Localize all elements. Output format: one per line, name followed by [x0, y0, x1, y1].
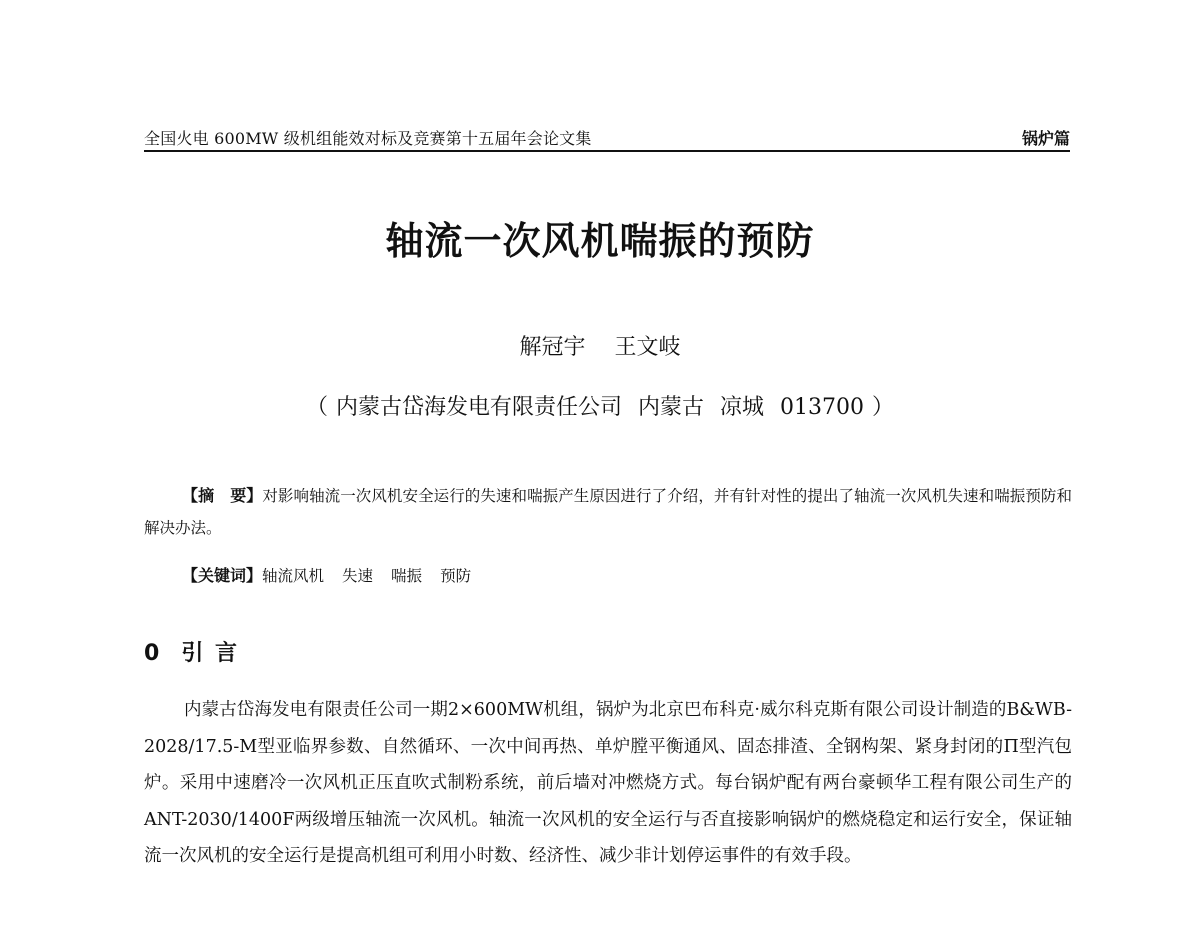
affiliation-close-paren: ）: [872, 395, 895, 420]
abstract: [144, 480, 1072, 544]
section-title: 引 言: [181, 641, 239, 666]
abstract-label: 【摘 要】: [182, 486, 263, 505]
affiliation-postcode: 013700: [780, 395, 865, 420]
keywords: [182, 560, 489, 592]
keyword: 预防: [440, 567, 472, 585]
paper-title: 轴流一次风机喘振的预防: [385, 219, 815, 263]
running-header-section-name: 锅炉篇: [1021, 129, 1070, 148]
author-name: 解冠宇: [519, 335, 586, 360]
affiliation-open-paren: （: [305, 395, 328, 420]
keyword: 喘振: [391, 567, 423, 585]
running-header-proceedings-title: 全国火电 600MW 级机组能效对标及竞赛第十五届年会论文集: [144, 129, 592, 148]
abstract-text: 对影响轴流一次风机安全运行的失速和喘振产生原因进行了介绍，并有针对性的提出了轴流一次风机失速和喘振预防和解决办法。: [144, 487, 1072, 537]
affiliation: [0, 390, 1200, 421]
affiliation-region: 内蒙古: [638, 395, 705, 420]
author-name: 王文岐: [614, 335, 681, 360]
keywords-label: 【关键词】: [182, 566, 263, 585]
section-number: 0: [144, 641, 162, 666]
affiliation-organization: 内蒙古岱海发电有限责任公司: [335, 395, 622, 420]
section-heading-introduction: [144, 636, 239, 667]
running-header: [144, 120, 1070, 152]
affiliation-city: 凉城: [720, 395, 765, 420]
author-list: [0, 330, 1200, 361]
keyword: 失速: [342, 567, 374, 585]
introduction-paragraph: 内蒙古岱海发电有限责任公司一期2×600MW机组，锅炉为北京巴布科克·威尔科克斯有限公司设计制造的B&WB-2028/17.5-M型亚临界参数、自然循环、一次中间再热、单炉膛平衡通风、固态排渣、全钢构架、紧身封闭的Π型汽包炉。采用中速磨冷一次风机正压直吹式制粉系统，前后墙对冲燃烧方式。每台锅炉配有两台豪顿华工程有限公司生产的ANT-2030/1400F两级增压轴流一次风机。轴流一次风机的安全运行与否直接影响锅炉的燃烧稳定和运行安全，保证轴流一次风机的安全运行是提高机组可利用小时数、经济性、减少非计划停运事件的有效手段。: [144, 700, 1072, 866]
keyword: 轴流风机: [262, 567, 325, 585]
